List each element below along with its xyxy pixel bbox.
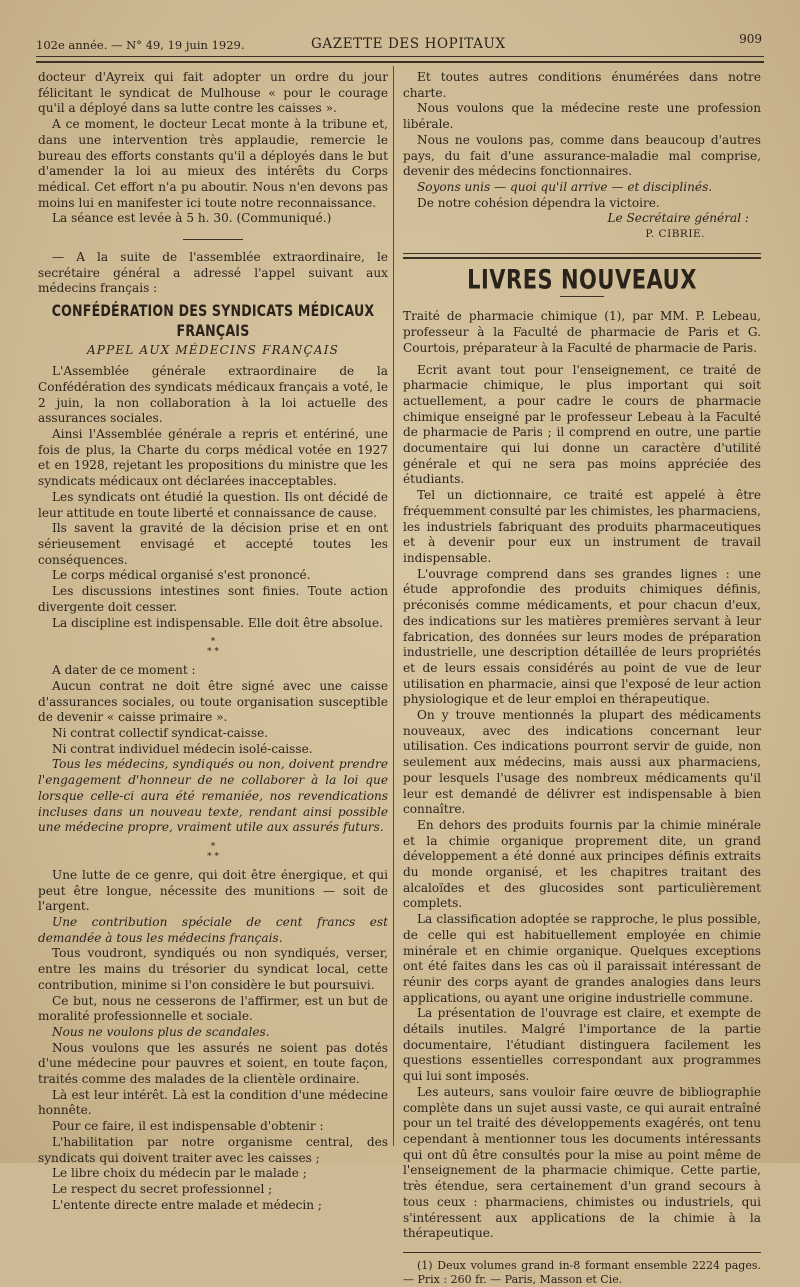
paragraph: Tous les médecins, syndiqués ou non, doivent prendre l'engagement d'honneur de ne collaborer à la loi que lorsque celle-ci aura été remaniée, nos revendications incluses dans un nouveau texte, rendant ainsi possible une médecine propre, vraiment utile aux assurés futurs. xyxy=(38,757,388,835)
paragraph: Une contribution spéciale de cent francs est demandée à tous les médecins français. xyxy=(38,915,388,945)
paragraph: Soyons unis — quoi qu'il arrive — et disciplinés. xyxy=(417,179,713,194)
asterism: * * * xyxy=(207,637,219,658)
signature-title: Le Secrétaire général : xyxy=(607,211,749,226)
paragraph: La classification adoptée se rapproche, le plus possible, de celle qui est habituellement employée en chimie minérale et en chimie organique. Quelques exceptions ont été faites dans les cas où il paraissait intéressant de réunir des corps ayant de grandes analogies dans leurs applications, ou ayant une origine industrielle commune. xyxy=(403,912,761,1005)
paragraph: Le corps médical organisé s'est prononcé. xyxy=(52,568,311,583)
section-rule-thick xyxy=(403,257,761,259)
signature-name: P. CIBRIE. xyxy=(645,228,705,241)
paragraph: Nous ne voulons pas, comme dans beaucoup d'autres pays, du fait d'une assurance-maladie mal comprise, devenir des médecins fonctionnaires. xyxy=(403,132,761,179)
paragraph: Ainsi l'Assemblée générale a repris et entériné, une fois de plus, la Charte du corps médical votée en 1927 et en 1928, rejetant les propositions du ministre que les syndicats médicaux ont déclarées inacceptables. xyxy=(38,427,388,489)
paragraph: Ce but, nous ne cesserons de l'affirmer, est un but de moralité professionnelle et sociale. xyxy=(38,993,388,1024)
paragraph: En dehors des produits fournis par la chimie minérale et la chimie organique proprement dite, un grand développement a été donné aux principes définis extraits du monde organisé, et les chapitres traitant des alcaloïdes et des glucosides sont particulièrement complets. xyxy=(403,817,761,911)
paragraph: — A la suite de l'assemblée extraordinaire, le secrétaire général a adressé l'appel suivant aux médecins français : xyxy=(38,250,388,296)
paragraph: Les auteurs, sans vouloir faire œuvre de bibliographie complète dans un sujet aussi vaste, ce qui aurait entraîné pour un tel traité des développements exagérés, ont tenu cependant à mentionner tous les documents intéressants qui ont dû être consultés pour la mise au point même de l'enseignement de la pharmacie chimique. Cette partie, très étendue, sera certainement d'un grand secours à tous ceux : pharmaciens, chimistes ou industriels, qui s'intéressent aux applications de la chimie à la thérapeutique. xyxy=(403,1084,761,1241)
book-reference: Traité de pharmacie chimique (1), par MM. P. Lebeau, professeur à la Faculté de pharmacie de Paris et G. Courtois, préparateur à la Faculté de pharmacie de Paris. xyxy=(403,309,761,355)
paragraph: Le libre choix du médecin par le malade ; xyxy=(52,1166,307,1181)
paragraph: Nous voulons que les assurés ne soient pas dotés d'une médecine pour pauvres et soient, en toute façon, traités comme des malades de la clientèle ordinaire. xyxy=(38,1040,388,1087)
paragraph: Les syndicats ont étudié la question. Ils ont décidé de leur attitude en toute liberté et connaissance de cause. xyxy=(38,489,388,520)
issue-info: 102e année. — N° 49, 19 juin 1929. xyxy=(36,38,245,52)
confederation-title: CONFÉDÉRATION DES SYNDICATS MÉDICAUX FRANÇAIS xyxy=(51,301,375,340)
section-rule xyxy=(403,253,761,254)
paragraph: docteur d'Ayreix qui fait adopter un ordre du jour félicitant le syndicat de Mulhouse « pour le courage qu'il a déployé dans sa lutte contre les caisses ». xyxy=(38,70,388,116)
asterism: * * * xyxy=(207,841,219,862)
paragraph: A dater de ce moment : xyxy=(52,663,196,678)
journal-title: GAZETTE DES HOPITAUX xyxy=(311,36,506,52)
column-divider xyxy=(393,66,394,1146)
page-number: 909 xyxy=(739,32,762,46)
page-header xyxy=(36,32,770,54)
footnote: (1) Deux volumes grand in-8 formant ensemble 2224 pages. — Prix : 260 fr. — Paris, Masson et Cie. xyxy=(403,1258,761,1286)
paragraph: Nous ne voulons plus de scandales. xyxy=(52,1024,270,1039)
appel-title: APPEL AUX MÉDECINS FRANÇAIS xyxy=(86,342,340,357)
paragraph: Tel un dictionnaire, ce traité est appelé à être fréquemment consulté par les chimistes, les pharmaciens, les industriels fabriquant des produits pharmaceutiques et à devenir pour eux un instrument de travail indispensable. xyxy=(403,488,761,565)
separator-rule xyxy=(183,239,243,240)
paragraph: Ecrit avant tout pour l'enseignement, ce traité de pharmacie chimique, le plus important qui soit actuellement, a pour cadre le cours de pharmacie chimique enseigné par le professeur Lebeau à la Faculté de pharmacie de Paris ; il comprend en outre, une partie documentaire qui lui donne un caractère d'utilité générale et qui ne sera pas moins appréciée des étudiants. xyxy=(403,362,761,487)
header-rule xyxy=(36,56,764,57)
left-column xyxy=(38,70,388,1213)
paragraph: Ils savent la gravité de la décision prise et en ont sérieusement envisagé et accepté toutes les conséquences. xyxy=(38,521,388,567)
paragraph: Et toutes autres conditions énumérées dans notre charte. xyxy=(403,70,761,100)
section-title: LIVRES NOUVEAUX xyxy=(467,264,697,295)
paragraph: Aucun contrat ne doit être signé avec une caisse d'assurances sociales, ou toute organisation susceptible de devenir « caisse primaire ». xyxy=(38,678,388,725)
paragraph: L'ouvrage comprend dans ses grandes lignes : une étude approfondie des produits chimiques définis, préconisés comme médicaments, et pour chacun d'eux, des indications sur les matières premières servant à leur fabrication, des données sur leurs modes de préparation industrielle, une description détaillée de leurs propriétés et de leurs essais considérés au point de vue de leur utilisation en pharmacie, ainsi que l'exposé de leur action physiologique et de leur emploi en thérapeutique. xyxy=(403,566,761,707)
right-column xyxy=(403,70,761,1287)
header-rule-thick xyxy=(36,61,764,63)
paragraph: L'Assemblée générale extraordinaire de la Confédération des syndicats médicaux français a voté, le 2 juin, la non collaboration à la loi actuelle des assurances sociales. xyxy=(38,364,388,426)
paragraph: La discipline est indispensable. Elle doit être absolue. xyxy=(52,615,383,630)
paragraph: Une lutte de ce genre, qui doit être énergique, et qui peut être longue, nécessite des munitions — soit de l'argent. xyxy=(38,867,388,914)
paragraph: Les discussions intestines sont finies. Toute action divergente doit cesser. xyxy=(38,584,388,614)
paragraph: A ce moment, le docteur Lecat monte à la tribune et, dans une intervention très applaudie, remercie le bureau des efforts constants qu'il a déployés dans le but d'amender la loi au mieux des intérêts du Corps médical. Cet effort n'a pu aboutir. Nous n'en devons pas moins lui en manifester ici toute notre reconnaissance. xyxy=(38,117,388,210)
paragraph: Ni contrat individuel médecin isolé-caisse. xyxy=(52,741,313,756)
paragraph: Ni contrat collectif syndicat-caisse. xyxy=(52,726,269,741)
paragraph: Nous voulons que la médecine reste une profession libérale. xyxy=(403,101,761,132)
paragraph: Tous voudront, syndiqués ou non syndiqués, verser, entre les mains du trésorier du syndicat local, cette contribution, minime si l'on considère le but poursuivi. xyxy=(38,946,388,992)
paragraph: L'habilitation par notre organisme central, des syndicats qui doivent traiter avec les caisses ; xyxy=(38,1134,388,1165)
paragraph: Là est leur intérêt. Là est la condition d'une médecine honnête. xyxy=(38,1087,388,1118)
paragraph: L'entente directe entre malade et médecin ; xyxy=(52,1197,322,1212)
paragraph: La séance est levée à 5 h. 30. (Communiqué.) xyxy=(52,211,332,226)
paragraph: Pour ce faire, il est indispensable d'obtenir : xyxy=(52,1119,324,1134)
title-underline xyxy=(560,296,604,297)
paragraph: Le respect du secret professionnel ; xyxy=(52,1182,273,1196)
footnote-rule xyxy=(403,1252,761,1253)
paragraph: La présentation de l'ouvrage est claire, et exempte de détails inutiles. Malgré l'importance de la partie documentaire, l'étudiant distinguera facilement les questions essentielles correspondant aux programmes qui lui sont imposés. xyxy=(403,1006,761,1084)
paragraph: On y trouve mentionnés la plupart des médicaments nouveaux, avec des indications concernant leur utilisation. Ces indications pourront servir de guide, non seulement aux médecins, mais aussi aux pharmaciens, pour lesquels l'usage des nombreux médicaments qu'il leur est demandé de délivrer est indispensable à bien connaître. xyxy=(403,708,761,817)
paragraph: De notre cohésion dépendra la victoire. xyxy=(417,195,660,210)
